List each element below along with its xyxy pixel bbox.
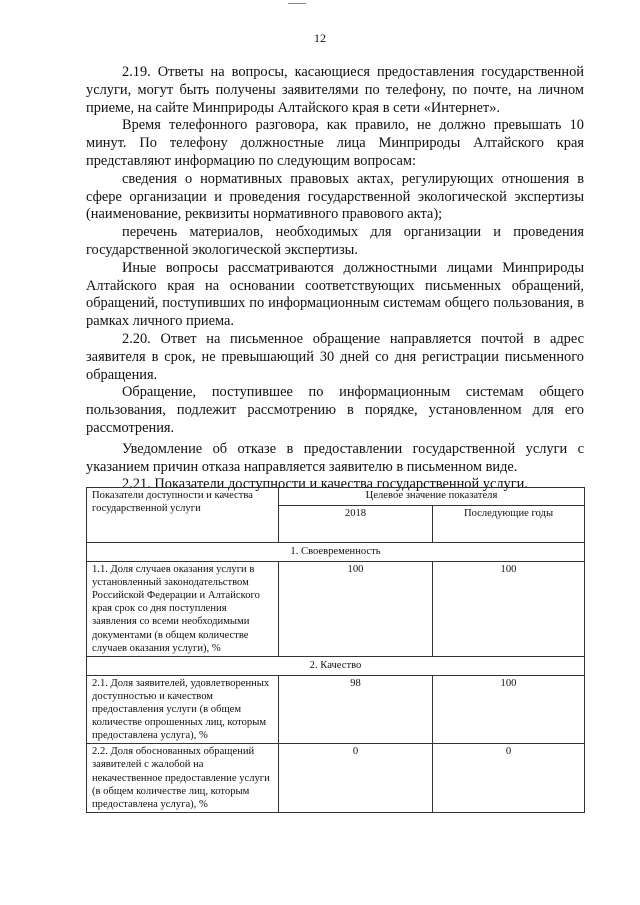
section-row xyxy=(87,656,585,675)
header-target: Целевое значение показателя xyxy=(279,488,585,506)
page-number: 12 xyxy=(314,31,326,45)
paragraph: 2.21. Показатели доступности и качества государственной услуги. xyxy=(122,476,528,493)
table-row xyxy=(87,562,585,657)
indicator-name: 1.1. Доля случаев оказания услуги в установленный законодательством Российской Федерации и Алтайского края срок со дня поступления заявления со всеми необходимыми документами (в общем количестве случаев оказания услуги), % xyxy=(87,562,279,657)
paragraph: Уведомление об отказе в предоставлении государственной услуги с указанием причин отказа направляется заявителю в письменном виде. xyxy=(86,440,584,475)
value-later: 0 xyxy=(433,744,585,812)
paragraph: Иные вопросы рассматриваются должностными лицами Минприроды Алтайского края на основании соответствующих письменных обращений, обращений, поступивших по информационным системам общего пользования, в рамках личного приема. xyxy=(86,259,584,330)
paragraph: Время телефонного разговора, как правило, не должно превышать 10 минут. По телефону должностные лица Минприроды Алтайского края представляют информацию по следующим вопросам: xyxy=(86,117,584,169)
header-year: 2018 xyxy=(279,506,433,543)
paragraph: 2.19. Ответы на вопросы, касающиеся предоставления государственной услуги, могут быть получены заявителями по телефону, по почте, на личном приеме, на сайте Минприроды Алтайского края в сети «Интернет». xyxy=(86,64,584,116)
header-indicator: Показатели доступности и качества государственной услуги xyxy=(87,488,279,543)
paragraph: 2.20. Ответ на письменное обращение направляется почтой в адрес заявителя в срок, не превышающий 30 дней со дня регистрации письменного обращения. xyxy=(86,330,584,383)
value-2018: 0 xyxy=(279,744,433,812)
indicators-table xyxy=(86,487,585,813)
paragraph: перечень материалов, необходимых для организации и проведения государственной экологической экспертизы. xyxy=(86,224,584,258)
section-row xyxy=(87,543,585,562)
table-row xyxy=(87,675,585,743)
value-later: 100 xyxy=(433,675,585,743)
document-body xyxy=(86,64,584,494)
indicator-name: 2.2. Доля обоснованных обращений заявителей с жалобой на некачественное предоставление услуги (в общем количестве лиц, которым предоставлена услуга), % xyxy=(87,744,279,812)
paragraph: сведения о нормативных правовых актах, регулирующих отношения в сфере организации и проведения государственной экологической экспертизы (наименование, реквизиты нормативного правового акта); xyxy=(86,170,584,223)
top-rule xyxy=(288,3,306,4)
value-2018: 100 xyxy=(279,562,433,657)
header-later: Последующие годы xyxy=(433,506,585,543)
paragraph: Обращение, поступившее по информационным системам общего пользования, подлежит рассмотрению в порядке, установленном для его рассмотрения. xyxy=(86,384,584,436)
value-2018: 98 xyxy=(279,675,433,743)
indicator-name: 2.1. Доля заявителей, удовлетворенных доступностью и качеством предоставления услуги (в общем количестве опрошенных лиц, которым предоставлена услуга), % xyxy=(87,675,279,743)
value-later: 100 xyxy=(433,562,585,657)
table-header-row xyxy=(87,488,585,506)
section-title: 2. Качество xyxy=(87,656,585,675)
table-row xyxy=(87,744,585,812)
section-title: 1. Своевременность xyxy=(87,543,585,562)
